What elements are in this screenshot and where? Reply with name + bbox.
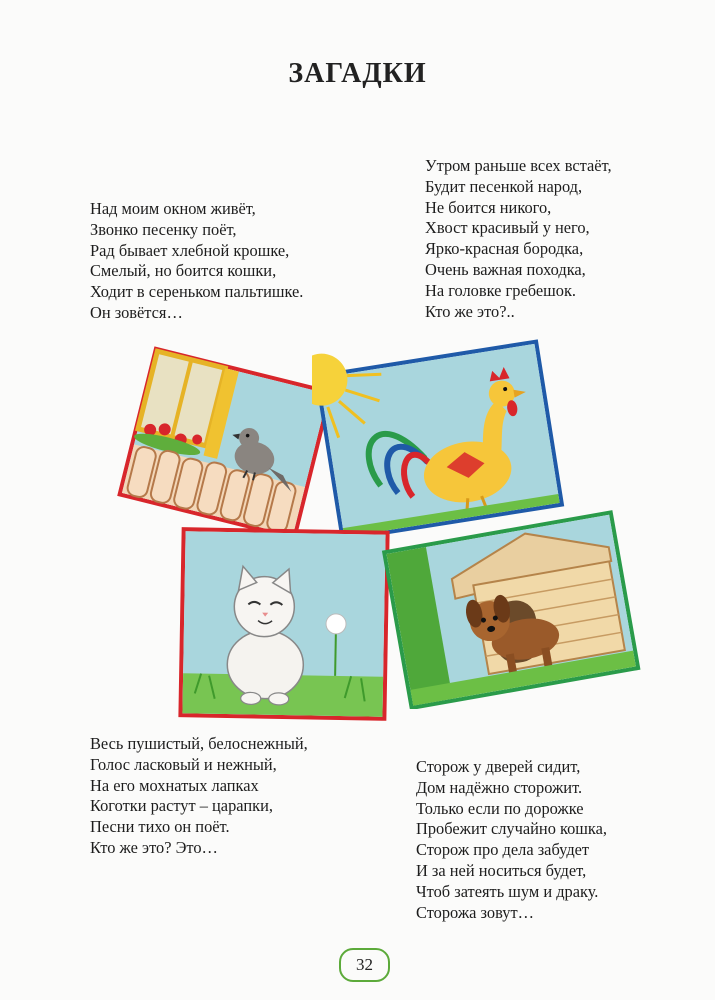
riddle-line: Ходит в сереньком пальтишке.	[90, 282, 304, 302]
riddle-line: Весь пушистый, белоснежный,	[90, 734, 308, 753]
riddle-line: Хвост красивый у него,	[425, 218, 590, 238]
riddle-line: Чтоб затеять шум и драку.	[416, 881, 599, 901]
riddle-line: Сторож про дела забудет	[416, 840, 590, 860]
riddle-sparrow	[90, 199, 303, 324]
riddle-line: Будит песенкой народ,	[425, 176, 583, 196]
riddle-line: На его мохнатых лапках	[90, 775, 259, 795]
riddle-line: Песни тихо он поёт.	[90, 817, 230, 837]
kitten-icon	[176, 525, 394, 725]
riddle-line: Пробежит случайно кошка,	[416, 819, 608, 839]
sparrow-illustration	[90, 337, 350, 542]
riddle-line: Ярко-красная бородка,	[425, 239, 584, 259]
riddle-line: Дом надёжно сторожит.	[416, 777, 583, 797]
riddle-line: На головке гребешок.	[425, 280, 577, 300]
riddle-line: Звонко песенку поёт,	[90, 219, 237, 239]
riddle-line: Кто же это? Это…	[90, 837, 218, 857]
riddle-line: Кто же это?..	[425, 301, 515, 321]
sparrow-icon	[90, 337, 350, 542]
page-title: ЗАГАДКИ	[288, 58, 427, 89]
kitten-illustration	[176, 525, 394, 725]
riddle-line: Сторож у дверей сидит,	[416, 757, 581, 776]
riddle-line: Утром раньше всех встаёт,	[425, 156, 612, 175]
riddle-line: Сторожа зовут…	[416, 902, 535, 922]
riddle-line: Рад бывает хлебной крошке,	[90, 240, 290, 260]
puppy-icon	[378, 509, 646, 709]
riddle-line: Смелый, но боится кошки,	[90, 261, 277, 281]
riddle-line: Голос ласковый и нежный,	[90, 754, 277, 774]
riddle-line: Только если по дорожке	[416, 798, 584, 818]
riddle-line: Он зовётся…	[90, 302, 183, 322]
riddle-dog	[416, 757, 607, 923]
riddle-line: Коготки растут – царапки,	[90, 796, 273, 816]
riddle-rooster	[425, 156, 612, 322]
riddle-line: И за ней носиться будет,	[416, 860, 587, 880]
puppy-illustration	[378, 509, 646, 709]
riddle-line: Очень важная походка,	[425, 259, 586, 279]
riddle-kitten	[90, 734, 308, 859]
page-number: 32	[339, 948, 390, 982]
riddle-line: Не боится никого,	[425, 197, 552, 217]
riddle-line: Над моим окном живёт,	[90, 199, 256, 218]
